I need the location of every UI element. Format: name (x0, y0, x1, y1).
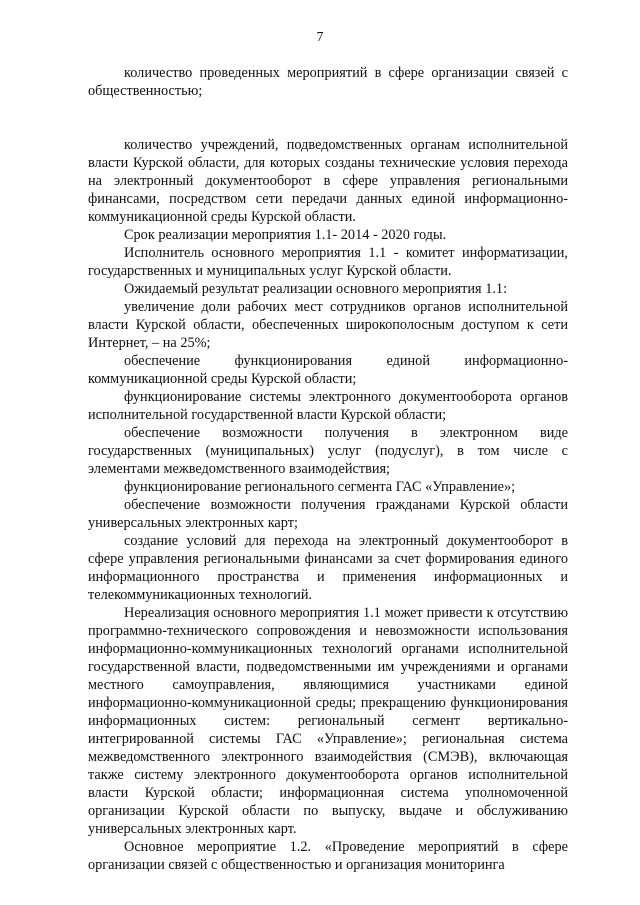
page-number: 7 (316, 30, 324, 45)
paragraph-expected-result: Ожидаемый результат реализации основного мероприятия 1.1: (124, 281, 508, 297)
paragraph-finance-edms: создание условий для перехода на электронный документооборот в сфере управления региональными финансами за счет формирования единого информационного пространства и применения информационных и телекоммуникационных технологий. (88, 533, 568, 603)
paragraph-electronic-cards: обеспечение возможности получения гражданами Курской области универсальных электронных карт; (88, 497, 568, 531)
paragraph-ict-environment: обеспечение функционирования единой информационно-коммуникационной среды Курской области; (88, 353, 568, 387)
paragraph-non-implementation: Нереализация основного мероприятия 1.1 может привести к отсутствию программно-технического сопровождения и невозможности использования информационно-коммуникационных технологий органами исполнительной государственной власти, подведомственными им учреждениями и органами местного самоуправления, являющимися участниками единой информационно-коммуникационной среды; прекращению функционирования информационных систем: региональный сегмент вертикально-интегрированной системы ГАС «Управление»; региональная система межведомственного электронного взаимодействия (СМЭВ), включающая также систему электронного документооборота органов исполнительной власти Курской области; информационная система уполномоченной организации Курской области по выпуску, выдаче и обслуживанию универсальных электронных карт. (88, 605, 568, 837)
paragraph-broadband-share: увеличение доли рабочих мест сотрудников органов исполнительной власти Курской области, обеспеченных широкополосным доступом к сети Интернет, – на 25%; (88, 299, 568, 351)
paragraph-executor: Исполнитель основного мероприятия 1.1 - комитет информатизации, государственных и муниципальных услуг Курской области. (88, 245, 568, 279)
paragraph-gas-segment: функционирование регионального сегмента ГАС «Управление»; (124, 479, 516, 495)
paragraph-electronic-services: обеспечение возможности получения в электронном виде государственных (муниципальных) услуг (подуслуг), в том числе с элементами межведомственного взаимодействия; (88, 425, 568, 477)
paragraph-events-count: количество проведенных мероприятий в сфере организации связей с общественностью; (88, 65, 568, 99)
document-body (88, 64, 568, 874)
paragraph-edms: функционирование системы электронного документооборота органов исполнительной государственной власти Курской области; (88, 389, 568, 423)
paragraph-implementation-period: Срок реализации мероприятия 1.1- 2014 - 2020 годы. (124, 227, 447, 243)
paragraph-event-1-2: Основное мероприятие 1.2. «Проведение мероприятий в сфере организации связей с общественностью и организация мониторинга (88, 839, 568, 873)
paragraph-institutions-count: количество учреждений, подведомственных органам исполнительной власти Курской области, для которых созданы технические условия перехода на электронный документооборот в сфере управления региональными финансами, посредством сети передачи данных единой информационно-коммуникационной среды Курской области. (88, 137, 568, 225)
